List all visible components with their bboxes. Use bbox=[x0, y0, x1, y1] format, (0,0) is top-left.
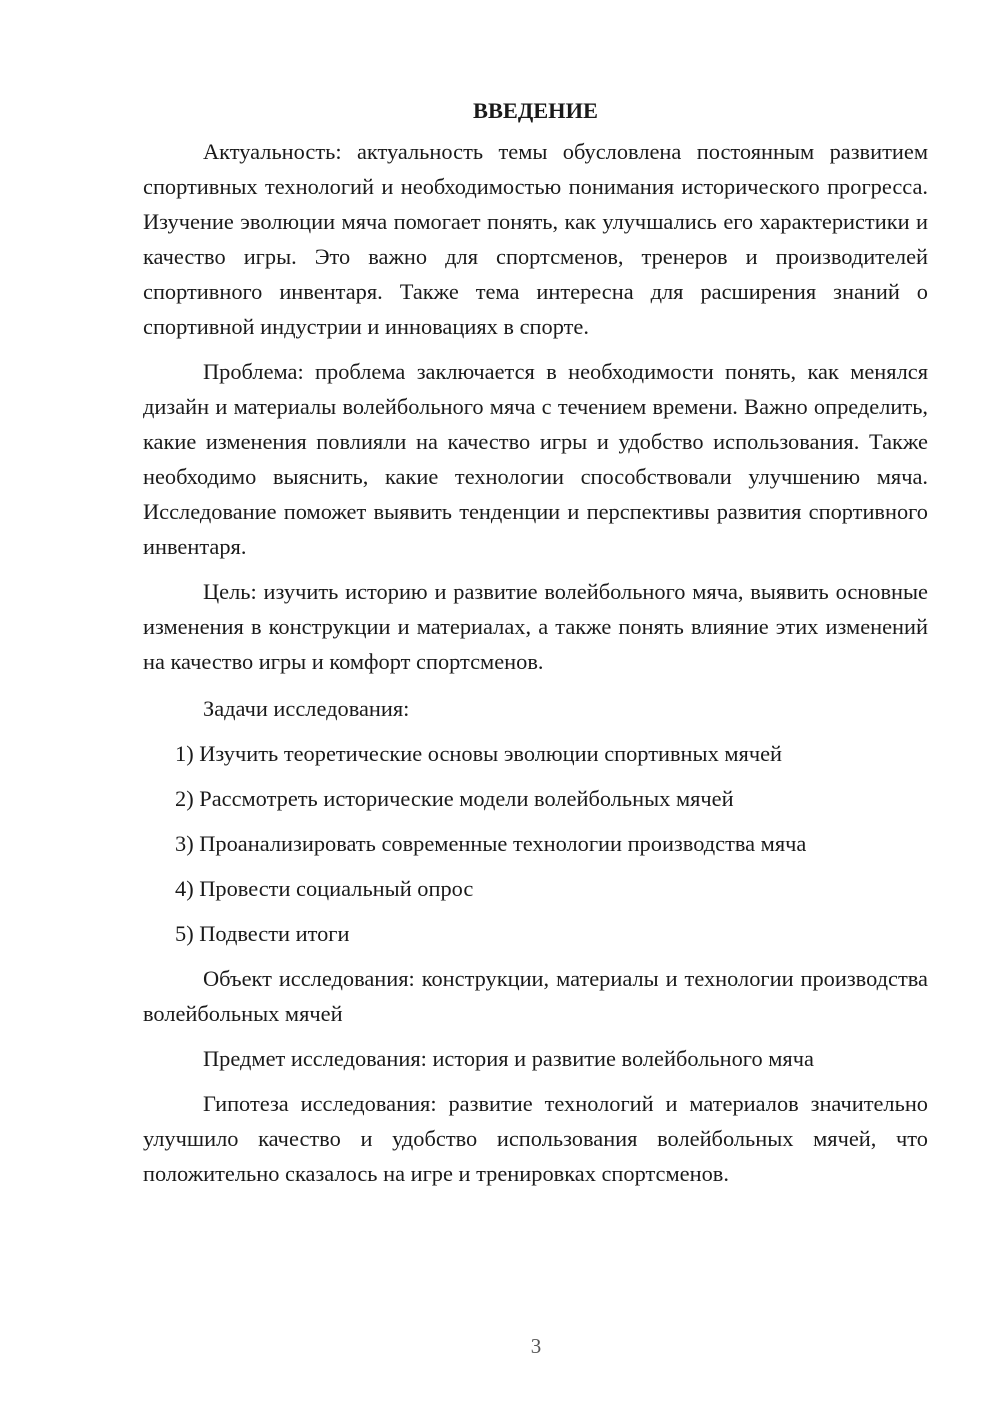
list-item: 2) Рассмотреть исторические модели волейбольных мячей bbox=[175, 786, 734, 811]
list-item: 4) Провести социальный опрос bbox=[175, 876, 474, 901]
paragraph-relevance: Актуальность: актуальность темы обусловлена постоянным развитием спортивных технологий и необходимостью понимания исторического прогресса. Изучение эволюции мяча помогает понять, как улучшались его характеристики и качество игры. Это важно для спортсменов, тренеров и производителей спортивного инвентаря. Также тема интересна для расширения знаний о спортивной индустрии и инновациях в спорте. bbox=[143, 139, 928, 339]
page-title: ВВЕДЕНИЕ bbox=[473, 98, 598, 123]
list-item: 3) Проанализировать современные технологии производства мяча bbox=[175, 831, 807, 856]
page-content bbox=[143, 96, 928, 1201]
list-item: 5) Подвести итоги bbox=[175, 921, 350, 946]
paragraph-goal: Цель: изучить историю и развитие волейбольного мяча, выявить основные изменения в конструкции и материалах, а также понять влияние этих изменений на качество игры и комфорт спортсменов. bbox=[143, 579, 928, 674]
paragraph-subject: Предмет исследования: история и развитие волейбольного мяча bbox=[203, 1046, 814, 1071]
list-item: 1) Изучить теоретические основы эволюции спортивных мячей bbox=[175, 741, 783, 766]
paragraph-problem: Проблема: проблема заключается в необходимости понять, как менялся дизайн и материалы волейбольного мяча с течением времени. Важно определить, какие изменения повлияли на качество игры и удобство использования. Также необходимо выяснить, какие технологии способствовали улучшению мяча. Исследование поможет выявить тенденции и перспективы развития спортивного инвентаря. bbox=[143, 359, 928, 559]
paragraph-hypothesis: Гипотеза исследования: развитие технологий и материалов значительно улучшило качество и удобство использования волейбольных мячей, что положительно сказалось на игре и тренировках спортсменов. bbox=[143, 1091, 928, 1186]
tasks-heading: Задачи исследования: bbox=[203, 696, 410, 721]
paragraph-object: Объект исследования: конструкции, материалы и технологии производства волейбольных мячей bbox=[143, 966, 928, 1026]
page-number: 3 bbox=[530, 1334, 542, 1358]
task-list bbox=[143, 736, 928, 951]
